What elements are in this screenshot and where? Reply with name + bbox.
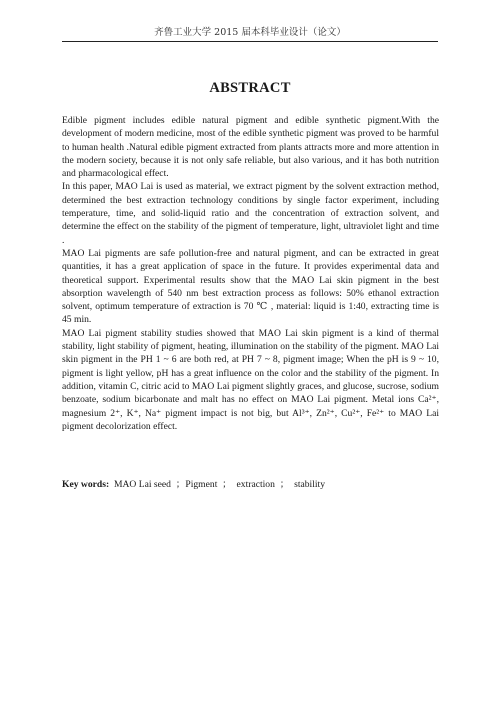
- abstract-paragraph: MAO Lai pigment stability studies showed that MAO Lai skin pigment is a kind of thermal stability, light stability of pigment, heating, illumination on the stability of the pigment. MAO Lai skin pigment in the PH 1 ~ 6 are both red, at PH 7 ~ 8, pigment image; When the pH is 9 ~ 10, pigment is light yellow, pH has a great influence on the color and the stability of the pigment. In addition, vitamin C, citric acid to MAO Lai pigment slightly graces, and glucose, sucrose, sodium benzoate, sodium bicarbonate and malt has no effect on MAO Lai pigment. Metal ions Ca²⁺, magnesium 2⁺, K⁺, Na⁺ pigment impact is not big, but Al³⁺, Zn²⁺, Cu²⁺, Fe²⁺ to MAO Lai pigment decolorization effect.: [62, 327, 439, 432]
- abstract-paragraph: MAO Lai pigments are safe pollution-free and natural pigment, and can be extracted in great quantities, it has a great application of space in the future. It provides experimental data and theoretical support. Experimental results show that the MAO Lai skin pigment in the best absorption wavelength of 540 nm best extraction process as follows: 50% ethanol extraction solvent, optimum temperature of extraction is 70 ℃ , material: liquid is 1:40, extracting time is 45 min.: [62, 247, 439, 326]
- keywords-label: Key words:: [62, 479, 110, 490]
- keywords-text: MAO Lai seed ；Pigment ； extraction ； stability: [109, 479, 325, 490]
- keywords-line: [62, 478, 439, 491]
- header-divider: [62, 41, 438, 42]
- page-header: 齐鲁工业大学 2015 届本科毕业设计（论文）: [154, 27, 346, 38]
- page-title: ABSTRACT: [209, 80, 291, 96]
- abstract-paragraph: Edible pigment includes edible natural pigment and edible synthetic pigment.With the development of modern medicine, most of the edible synthetic pigment was proved to be harmful to human health .Natural edible pigment extracted from plants attracts more and more attention in the modern society, because it is not only safe reliable, but also various, and it has both nutrition and pharmacological effect.: [62, 115, 439, 180]
- abstract-paragraph: In this paper, MAO Lai is used as material, we extract pigment by the solvent extraction method, determined the best extraction technology conditions by single factor experiment, including temperature, time, and solid-liquid ratio and the concentration of extraction solvent, and determine the effect on the stability of the pigment of temperature, light, ultraviolet light and time .: [62, 181, 439, 246]
- abstract-body: [62, 114, 439, 433]
